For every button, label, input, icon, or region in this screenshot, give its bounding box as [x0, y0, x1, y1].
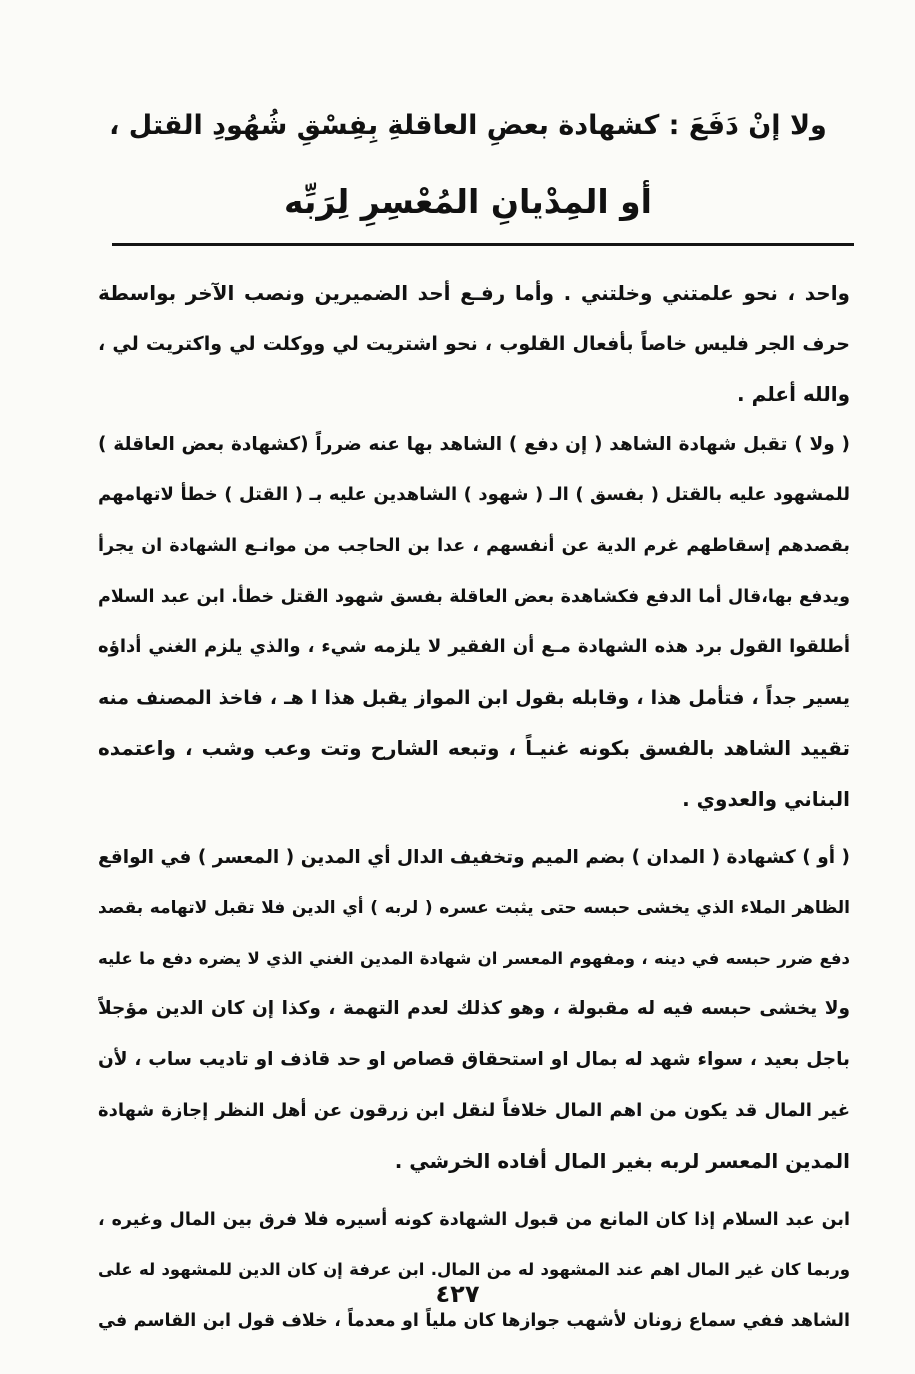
text-line: الظاهر الملاء الذي يخشى حبسه حتى يثبت عسره ( لربه ) أي الدين فلا تقبل لاتهامه بقصد [98, 898, 850, 919]
text-line: ويدفع بها،قال أما الدفع فكشاهدة بعض العاقلة بفسق شهود القتل خطأ. ابن عبد السلام [98, 586, 850, 607]
text-line: الشاهد ففي سماع زونان لأشهب جوازها كان ملياً او معدماً ، خلاف قول ابن القاسم في [98, 1310, 850, 1331]
text-line: البناني والعدوي . [682, 786, 850, 811]
text-line: للمشهود عليه بالقتل ( بفسق ) الـ ( شهود ) الشاهدين عليه بـ ( القتل ) خطأ لاتهامهم [98, 484, 850, 506]
text-line: ( أو ) كشهادة ( المدان ) بضم الميم وتخفيف الدال أي المدين ( المعسر ) في الواقع [98, 846, 850, 868]
horizontal-rule [112, 243, 854, 246]
paragraph-gap [98, 1187, 850, 1195]
matn-line-2: أو المِدْيانِ المُعْسِرِ لِرَبِّه [283, 182, 652, 221]
page-number: ٤٢٧ [435, 1280, 480, 1308]
text-line: المدين المعسر لربه بغير المال أفاده الخرشي . [394, 1149, 850, 1174]
text-line: ابن عبد السلام إذا كان المانع من قبول الشهادة كونه أسيره فلا فرق بين المال وغيره ، [98, 1209, 850, 1230]
commentary-body [98, 268, 850, 1346]
text-line: باجل بعيد ، سواء شهد له بمال او استحقاق قصاص او حد قاذف او تاديب ساب ، لأن [98, 1048, 850, 1070]
text-line: أطلقوا القول برد هذه الشهادة مـع أن الفقير لا يلزمه شيء ، والذي يلزم الغني أداؤه [98, 636, 850, 658]
text-line: والله أعلم . [737, 382, 850, 407]
text-line: حرف الجر فليس خاصاً بأفعال القلوب ، نحو اشتريت لي ووكلت لي واكتريت لي ، [98, 332, 850, 355]
text-line: ( ولا ) تقبل شهادة الشاهد ( إن دفع ) الشاهد بها عنه ضرراً (كشهادة بعض العاقلة ) [98, 433, 850, 455]
text-line: تقييد الشاهد بالفسق بكونه غنيـاً ، وتبعه الشارح وتت وعب وشب ، واعتمده [98, 736, 850, 761]
matn-line-1: ولا إنْ دَفَعَ : كشهادة بعضِ العاقلةِ بِفِسْقِ شُهُودِ القتل ، [109, 110, 827, 141]
matn-heading [108, 88, 828, 240]
text-line: بقصدهم إسقاطهم غرم الدية عن أنفسهم ، عدا بن الحاجب من موانـع الشهادة ان يجرأ [98, 535, 850, 556]
text-line: دفع ضرر حبسه في دينه ، ومفهوم المعسر ان شهادة المدين الغني الذي لا يضره دفع ما عليه [98, 948, 850, 968]
paragraph-gap [98, 825, 850, 833]
text-line: واحد ، نحو علمتني وخلتني . وأما رفـع أحد الضميرين ونصب الآخر بواسطة [98, 281, 850, 305]
text-line: غير المال قد يكون من اهم المال خلافاً لنقل ابن زرقون عن أهل النظر إجازة شهادة [98, 1099, 850, 1121]
text-line: يسير جداً ، فتأمل هذا ، وقابله بقول ابن المواز يقبل هذا ا هـ ، فاخذ المصنف منه [98, 686, 850, 709]
text-line: ولا يخشى حبسه فيه له مقبولة ، وهو كذلك لعدم التهمة ، وكذا إن كان الدين مؤجلاً [98, 998, 850, 1020]
text-line: وربما كان غير المال اهم عند المشهود له من المال. ابن عرفة إن كان الدين للمشهود له على [98, 1260, 850, 1280]
